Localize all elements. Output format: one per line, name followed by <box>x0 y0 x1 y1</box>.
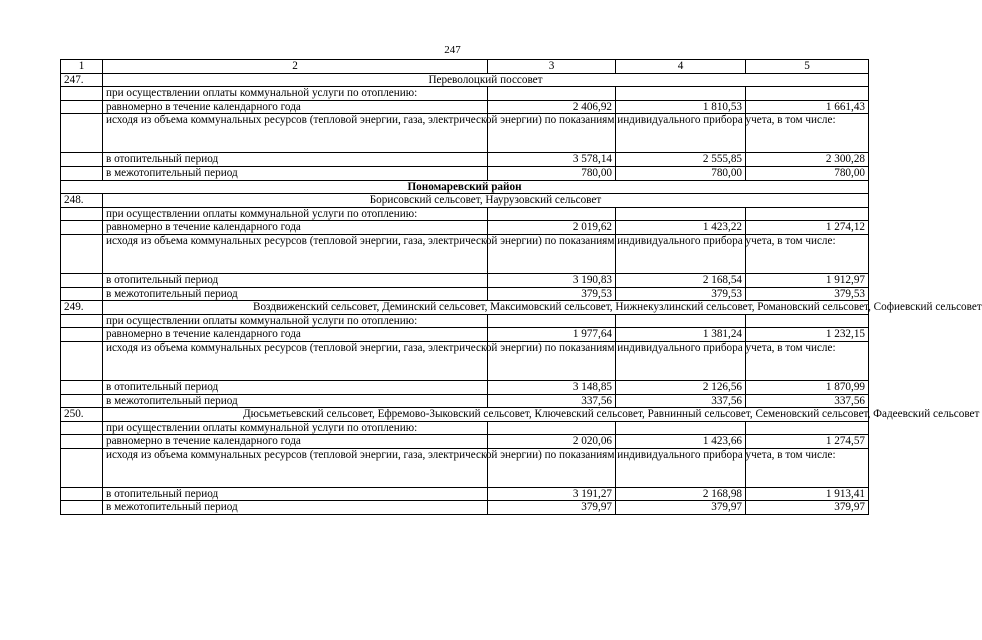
column-header: 2 <box>103 60 488 74</box>
table-row <box>61 273 869 287</box>
row-label: в отопительный период <box>103 153 488 167</box>
value-cell: 1 381,24 <box>616 328 746 342</box>
entry-number: 249. <box>61 301 103 315</box>
value-cell: 1 274,12 <box>746 221 869 235</box>
table-row <box>61 314 869 328</box>
value-cell: 1 870,99 <box>746 380 869 394</box>
row-label: исходя из объема коммунальных ресурсов (тепловой энергии, газа, электрической энергии) по показаниям индивидуального прибора учета, в том числе: <box>103 114 488 153</box>
column-header: 4 <box>616 60 746 74</box>
value-cell: 2 019,62 <box>488 221 616 235</box>
row-label: в отопительный период <box>103 487 488 501</box>
table-row <box>61 221 869 235</box>
value-cell: 379,97 <box>488 501 616 515</box>
column-header: 1 <box>61 60 103 74</box>
table-row <box>61 435 869 449</box>
table-row <box>61 87 869 101</box>
table-row <box>61 380 869 394</box>
entry-title: Воздвиженский сельсовет, Деминский сельсовет, Максимовский сельсовет, Нижнекузлинский сельсовет, Романовский сельсовет, Софиевский сельсовет <box>103 301 869 315</box>
row-label: при осуществлении оплаты коммунальной услуги по отоплению: <box>103 314 488 328</box>
row-label: в отопительный период <box>103 273 488 287</box>
page-number: 247 <box>444 44 461 56</box>
value-cell: 1 423,22 <box>616 221 746 235</box>
value-cell: 337,56 <box>616 394 746 408</box>
row-label: равномерно в течение календарного года <box>103 221 488 235</box>
row-label: в межотопительный период <box>103 501 488 515</box>
value-cell: 2 406,92 <box>488 100 616 114</box>
row-label: в межотопительный период <box>103 166 488 180</box>
entry-number: 247. <box>61 73 103 87</box>
table-row <box>61 394 869 408</box>
row-label: при осуществлении оплаты коммунальной услуги по отоплению: <box>103 87 488 101</box>
entry-title: Борисовский сельсовет, Наурузовский сельсовет <box>103 194 869 208</box>
district-title: Пономаревский район <box>61 180 869 194</box>
value-cell: 1 912,97 <box>746 273 869 287</box>
entry-title: Дюсьметьевский сельсовет, Ефремово-Зыковский сельсовет, Ключевский сельсовет, Равнинный сельсовет, Семеновский сельсовет, Фадеевский сельсовет <box>103 408 869 422</box>
value-cell: 1 913,41 <box>746 487 869 501</box>
column-header: 5 <box>746 60 869 74</box>
value-cell: 337,56 <box>746 394 869 408</box>
value-cell: 780,00 <box>746 166 869 180</box>
value-cell: 780,00 <box>616 166 746 180</box>
table-row <box>61 287 869 301</box>
table-row <box>61 166 869 180</box>
tariff-table <box>60 59 982 515</box>
entry-number: 250. <box>61 408 103 422</box>
entry-title-row <box>61 73 869 87</box>
table-row <box>61 328 869 342</box>
value-cell: 337,56 <box>488 394 616 408</box>
row-label: равномерно в течение календарного года <box>103 100 488 114</box>
table-row <box>61 421 869 435</box>
value-cell: 2 168,98 <box>616 487 746 501</box>
value-cell: 1 810,53 <box>616 100 746 114</box>
value-cell: 1 274,57 <box>746 435 869 449</box>
table-row <box>61 501 869 515</box>
row-label: равномерно в течение календарного года <box>103 328 488 342</box>
value-cell: 2 168,54 <box>616 273 746 287</box>
value-cell: 3 578,14 <box>488 153 616 167</box>
entry-title: Переволоцкий поссовет <box>103 73 869 87</box>
row-label: при осуществлении оплаты коммунальной услуги по отоплению: <box>103 421 488 435</box>
entry-title-row <box>61 194 869 208</box>
value-cell: 1 977,64 <box>488 328 616 342</box>
row-label: исходя из объема коммунальных ресурсов (тепловой энергии, газа, электрической энергии) по показаниям индивидуального прибора учета, в том числе: <box>103 341 488 380</box>
row-label: равномерно в течение календарного года <box>103 435 488 449</box>
value-cell: 1 232,15 <box>746 328 869 342</box>
value-cell: 1 423,66 <box>616 435 746 449</box>
value-cell: 379,53 <box>488 287 616 301</box>
value-cell: 2 555,85 <box>616 153 746 167</box>
table-row <box>61 100 869 114</box>
entry-title-row <box>61 408 869 422</box>
value-cell: 1 661,43 <box>746 100 869 114</box>
row-label: в отопительный период <box>103 380 488 394</box>
row-label: при осуществлении оплаты коммунальной услуги по отоплению: <box>103 207 488 221</box>
table-row <box>61 153 869 167</box>
value-cell: 3 190,83 <box>488 273 616 287</box>
entry-number: 248. <box>61 194 103 208</box>
table-row <box>61 487 869 501</box>
table-row <box>61 234 869 273</box>
row-label: исходя из объема коммунальных ресурсов (тепловой энергии, газа, электрической энергии) по показаниям индивидуального прибора учета, в том числе: <box>103 234 488 273</box>
row-label: исходя из объема коммунальных ресурсов (тепловой энергии, газа, электрической энергии) по показаниям индивидуального прибора учета, в том числе: <box>103 448 488 487</box>
value-cell: 3 191,27 <box>488 487 616 501</box>
value-cell: 379,53 <box>746 287 869 301</box>
value-cell: 2 300,28 <box>746 153 869 167</box>
row-label: в межотопительный период <box>103 394 488 408</box>
value-cell: 379,97 <box>616 501 746 515</box>
table-row <box>61 341 869 380</box>
table-row <box>61 114 869 153</box>
district-row <box>61 180 869 194</box>
table-row <box>61 448 869 487</box>
column-header-row <box>61 60 869 74</box>
value-cell: 2 126,56 <box>616 380 746 394</box>
value-cell: 379,97 <box>746 501 869 515</box>
row-label: в межотопительный период <box>103 287 488 301</box>
value-cell: 3 148,85 <box>488 380 616 394</box>
entry-title-row <box>61 301 869 315</box>
table-row <box>61 207 869 221</box>
column-header: 3 <box>488 60 616 74</box>
value-cell: 780,00 <box>488 166 616 180</box>
value-cell: 2 020,06 <box>488 435 616 449</box>
value-cell: 379,53 <box>616 287 746 301</box>
